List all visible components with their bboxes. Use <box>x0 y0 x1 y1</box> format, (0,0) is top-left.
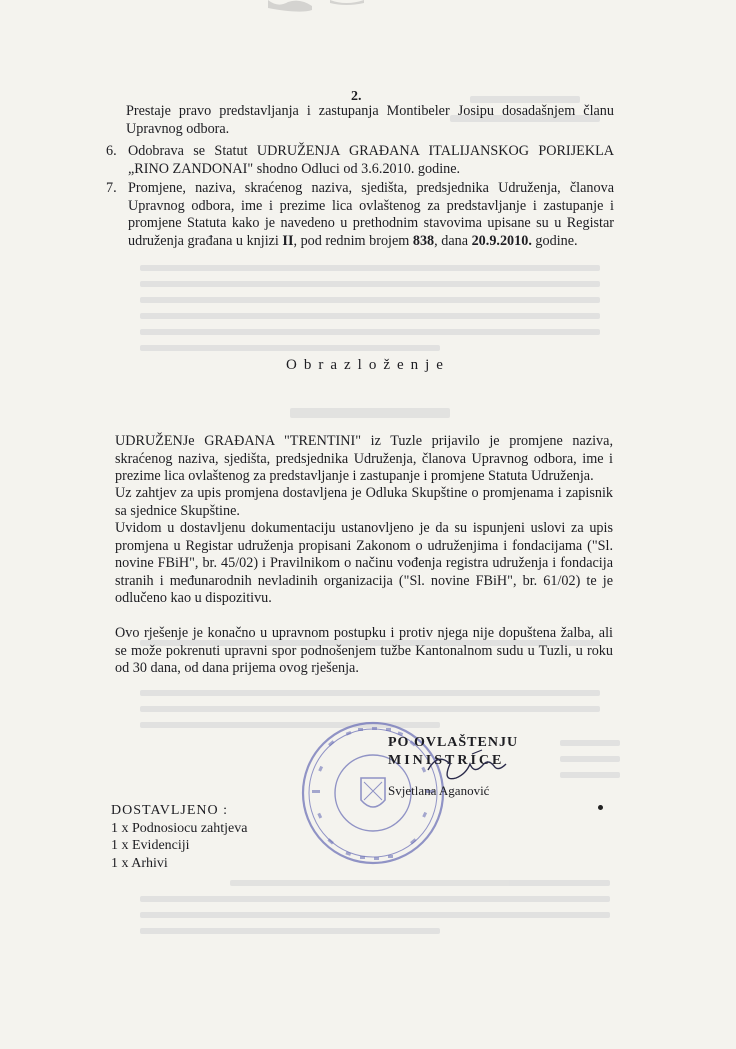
page-number: 2. <box>351 89 362 104</box>
item-text: Prestaje pravo predstavljanja i zastupanja Montibeler Josipu dosadašnjem članu Upravnog odbora. <box>126 103 614 137</box>
signatory-name: Svjetlana Aganović <box>388 783 490 798</box>
paragraph: Uvidom u dostavljenu dokumentaciju ustanovljeno je da su ispunjeni uslovi za upis promjena u Registar udruženja propisani Zakonom o udruženjima i fondacijama ("Sl. novine FBiH", br. 45/02) i Pravilnikom o načinu vođenja registra udruženja i fondacija stranih i međunarodnih nevladinih organizacija ("Sl. novine FBiH", br. 61/02) te je odlučeno kao u dispozitivu. <box>115 520 613 606</box>
paragraph: UDRUŽENJe GRAĐANA "TRENTINI" iz Tuzle prijavilo je promjene naziva, skraćenog naziva, sjedišta, predsjednika Udruženja, članova Upravnog odbora, ime i prezime lica ovlaštenog za predstavljanje i zastupanje i promjene Statuta Udruženja. <box>115 433 613 484</box>
register-date: 20.9.2010. <box>471 232 532 249</box>
item-text: Promjene, naziva, skraćenog naziva, sjedišta, predsjednika Udruženja, članova Upravnog odbora, ime i prezime lica ovlaštenog za predstavljanje i zastupanje i promjene Statuta kako je navedeno u prethodnim stavovima upisane su u Registar udruženja građana u knjizi II, pod rednim brojem 838, dana 20.9.2010. godine. <box>128 180 614 249</box>
paragraph: Uz zahtjev za upis promjena dostavljena je Odluka Skupštine o promjenama i zapisnik sa sjednice Skupštine. <box>115 485 613 519</box>
list-item <box>106 143 614 178</box>
item-number: 6. <box>106 143 117 159</box>
register-number: 838 <box>412 232 435 249</box>
delivery-list <box>111 802 247 872</box>
handwritten-signature <box>420 748 520 788</box>
register-book: II <box>282 232 294 249</box>
delivery-item: 1 x Arhivi <box>111 855 168 871</box>
signature-authority: PO OVLAŠTENJU <box>388 735 519 750</box>
delivery-item: 1 x Podnosiocu zahtjeva <box>111 820 248 836</box>
signature-title: MINISTRICE <box>388 753 505 768</box>
list-item <box>106 180 614 250</box>
item-number: 7. <box>106 180 117 196</box>
list-item <box>106 103 614 138</box>
delivery-item: 1 x Evidenciji <box>111 838 190 853</box>
delivery-title: DOSTAVLJENO : <box>111 803 229 818</box>
item-text: Odobrava se Statut UDRUŽENJA GRAĐANA ITALIJANSKOG PORIJEKLA „RINO ZANDONAI" shodno Odluci od 3.6.2010. godine. <box>128 143 614 177</box>
ink-dot <box>598 805 603 810</box>
paragraph: Ovo rješenje je konačno u upravnom postupku i protiv njega nije dopuštena žalba, ali se može pokrenuti upravni spor podnošenjem tužbe Kantonalnom sudu u Tuzli, u roku od 30 dana, od dana prijema ovog rješenja. <box>115 625 613 676</box>
section-heading: Obrazloženje <box>286 357 450 373</box>
